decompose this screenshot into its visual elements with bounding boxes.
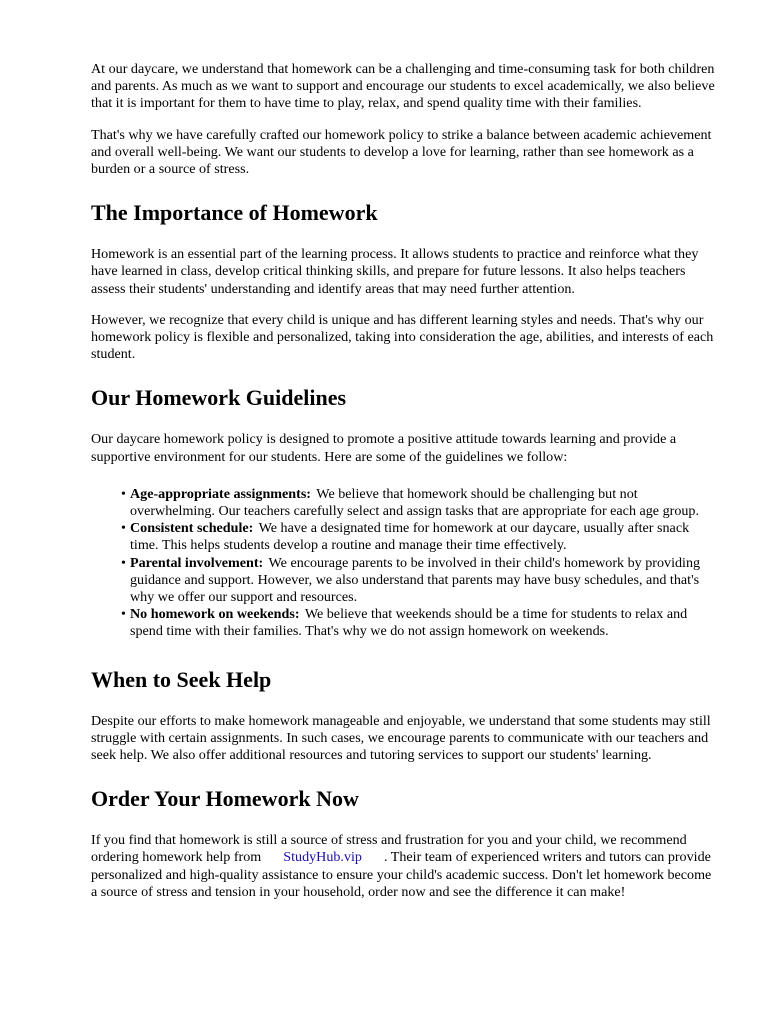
list-spacer — [91, 641, 720, 645]
bullet-icon: • — [121, 606, 126, 623]
section-heading-help: When to Seek Help — [91, 666, 272, 692]
section-heading-guidelines: Our Homework Guidelines — [91, 385, 347, 411]
guideline-item — [121, 520, 720, 554]
guideline-item — [121, 606, 720, 640]
help-paragraph: Despite our efforts to make homework manageable and enjoyable, we understand that some students may still struggle with certain assignments. In such cases, we encourage parents to communicate with our teachers and seek help. We also offer additional resources and tutoring services to support our students' learning. — [91, 712, 711, 764]
order-paragraph — [91, 832, 720, 901]
guideline-title: Parental involvement: — [130, 554, 264, 571]
bullet-icon: • — [121, 485, 126, 502]
intro-paragraph-1: At our daycare, we understand that homework can be a challenging and time-consuming task for both children and parents. As much as we want to support and encourage our students to excel academically, we also believe that it is important for them to have time to play, relax, and spend quality time with their families. — [91, 61, 715, 112]
guideline-text: We encourage parents to be involved in their child's homework by providing guidance and support. However, we also understand that parents may have busy schedules, and that's why we offer our support and resources. — [130, 554, 701, 606]
importance-paragraph-2: However, we recognize that every child is unique and has different learning styles and needs. That's why our homework policy is flexible and personalized, taking into consideration the age, abilities, and interests of each student. — [91, 311, 714, 363]
section-heading-importance: The Importance of Homework — [91, 200, 378, 226]
guideline-title: Consistent schedule: — [130, 520, 254, 537]
guidelines-list — [91, 486, 720, 641]
order-text-after-link: . Their team of experienced writers and tutors can provide personalized and high-quality assistance to ensure your child's academic success. Don't let homework become a source of stress and tension in your household, order now and see the difference it can make! — [91, 849, 712, 900]
intro-paragraph-2: That's why we have carefully crafted our homework policy to strike a balance between academic achievement and overall well-being. We want our students to develop a love for learning, rather than see homework as a burden or a source of stress. — [91, 126, 712, 178]
importance-paragraph-1: Homework is an essential part of the learning process. It allows students to practice and reinforce what they have learned in class, develop critical thinking skills, and prepare for future lessons. It also helps teachers assess their students' understanding and identify areas that may need further attention. — [91, 246, 699, 297]
guideline-item — [121, 486, 720, 520]
bullet-icon: • — [121, 520, 126, 537]
guideline-item — [121, 555, 720, 607]
bullet-icon: • — [121, 554, 126, 571]
section-heading-order: Order Your Homework Now — [91, 786, 359, 812]
guideline-title: No homework on weekends: — [130, 606, 300, 623]
guidelines-intro-paragraph: Our daycare homework policy is designed to promote a positive attitude towards learning and provide a supportive environment for our students. Here are some of the guidelines we follow: — [91, 431, 677, 465]
guideline-text: We have a designated time for homework at our daycare, usually after snack time. This helps students develop a routine and manage their time effectively. — [130, 520, 690, 554]
studyhub-link[interactable]: StudyHub.vip — [283, 849, 362, 866]
guideline-title: Age-appropriate assignments: — [130, 485, 311, 502]
guideline-text: We believe that weekends should be a time for students to relax and spend time with their families. That's why we do not assign homework on weekends. — [130, 606, 688, 640]
guideline-text: We believe that homework should be challenging but not overwhelming. Our teachers carefully select and assign tasks that are appropriate for each age group. — [130, 485, 699, 520]
order-text-before-link: If you find that homework is still a source of stress and frustration for you and your child, we recommend ordering homework help from — [91, 832, 687, 866]
